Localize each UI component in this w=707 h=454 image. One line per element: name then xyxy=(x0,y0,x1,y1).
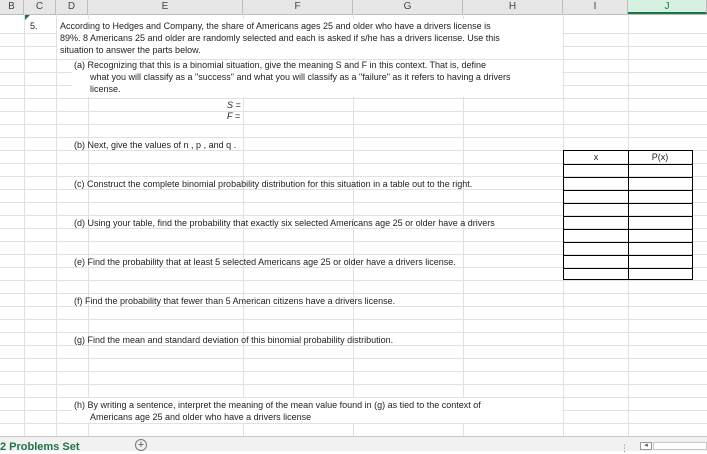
column-header-f[interactable]: F xyxy=(243,0,353,14)
part-f: (f) Find the probability that fewer than 5 American citizens have a drivers license. xyxy=(74,296,396,306)
failure-label: F = xyxy=(227,111,241,121)
column-gridline xyxy=(56,14,57,436)
column-header-j[interactable]: J xyxy=(628,0,707,14)
x-column-header: x xyxy=(593,152,599,162)
column-gridline xyxy=(24,14,25,436)
part-a-line-2: what you will classify as a "success" and what you will classify as a "failure" as it refers to having a drivers xyxy=(90,72,511,82)
column-header-row xyxy=(0,0,707,15)
part-h-line-2: Americans age 25 and older who have a drivers license xyxy=(90,412,312,422)
intro-line-3: situation to answer the parts below. xyxy=(60,45,201,55)
table-column-divider xyxy=(628,151,629,279)
table-row-line xyxy=(564,190,692,191)
table-row-line xyxy=(564,242,692,243)
part-b: (b) Next, give the values of n , p , and q . xyxy=(74,140,237,150)
table-row-line xyxy=(564,203,692,204)
column-header-c[interactable]: C xyxy=(24,0,56,14)
column-header-d[interactable]: D xyxy=(56,0,88,14)
column-header-b[interactable]: B xyxy=(0,0,24,14)
problem-number: 5. xyxy=(30,21,38,31)
column-header-h[interactable]: H xyxy=(463,0,563,14)
part-e: (e) Find the probability that at least 5 selected Americans age 25 or older have a drivers license. xyxy=(74,257,456,267)
cell-indicator-icon xyxy=(25,15,30,20)
px-column-header: P(x) xyxy=(651,152,669,162)
intro-line-2: 89%. 8 Americans 25 and older are randomly selected and each is asked if s/he has a drivers license. Use this xyxy=(60,33,500,43)
part-d: (d) Using your table, find the probability that exactly six selected Americans age 25 or older have a drivers xyxy=(74,218,495,228)
table-row-line xyxy=(564,177,692,178)
add-sheet-icon[interactable]: + xyxy=(135,439,147,451)
scroll-left-icon[interactable]: ◂ xyxy=(640,442,652,450)
column-header-g[interactable]: G xyxy=(353,0,463,14)
horizontal-scrollbar[interactable] xyxy=(653,442,707,450)
intro-line-1: According to Hedges and Company, the share of Americans ages 25 and older who have a drivers license is xyxy=(60,21,491,31)
table-row-line xyxy=(564,255,692,256)
part-g: (g) Find the mean and standard deviation of this binomial probability distribution. xyxy=(74,335,394,345)
table-row-line xyxy=(564,164,692,165)
table-row-line xyxy=(564,229,692,230)
column-header-e[interactable]: E xyxy=(88,0,243,14)
table-row-line xyxy=(564,268,692,269)
column-header-i[interactable]: I xyxy=(563,0,628,14)
sheet-tab-bar xyxy=(0,436,707,451)
tab-split-handle-icon[interactable]: ⋮ xyxy=(620,443,629,453)
table-row-line xyxy=(564,216,692,217)
part-a-line-1: (a) Recognizing that this is a binomial situation, give the meaning S and F in this context. That is, define xyxy=(74,60,487,70)
part-c: (c) Construct the complete binomial probability distribution for this situation in a table out to the right. xyxy=(74,179,473,189)
probability-table[interactable] xyxy=(563,150,693,280)
success-label: S = xyxy=(227,100,241,110)
sheet-tab-problems-set[interactable]: 2 Problems Set xyxy=(0,441,80,453)
part-h-line-1: (h) By writing a sentence, interpret the meaning of the mean value found in (g) as tied to the context of xyxy=(74,400,481,410)
part-a-line-3: license. xyxy=(90,84,121,94)
